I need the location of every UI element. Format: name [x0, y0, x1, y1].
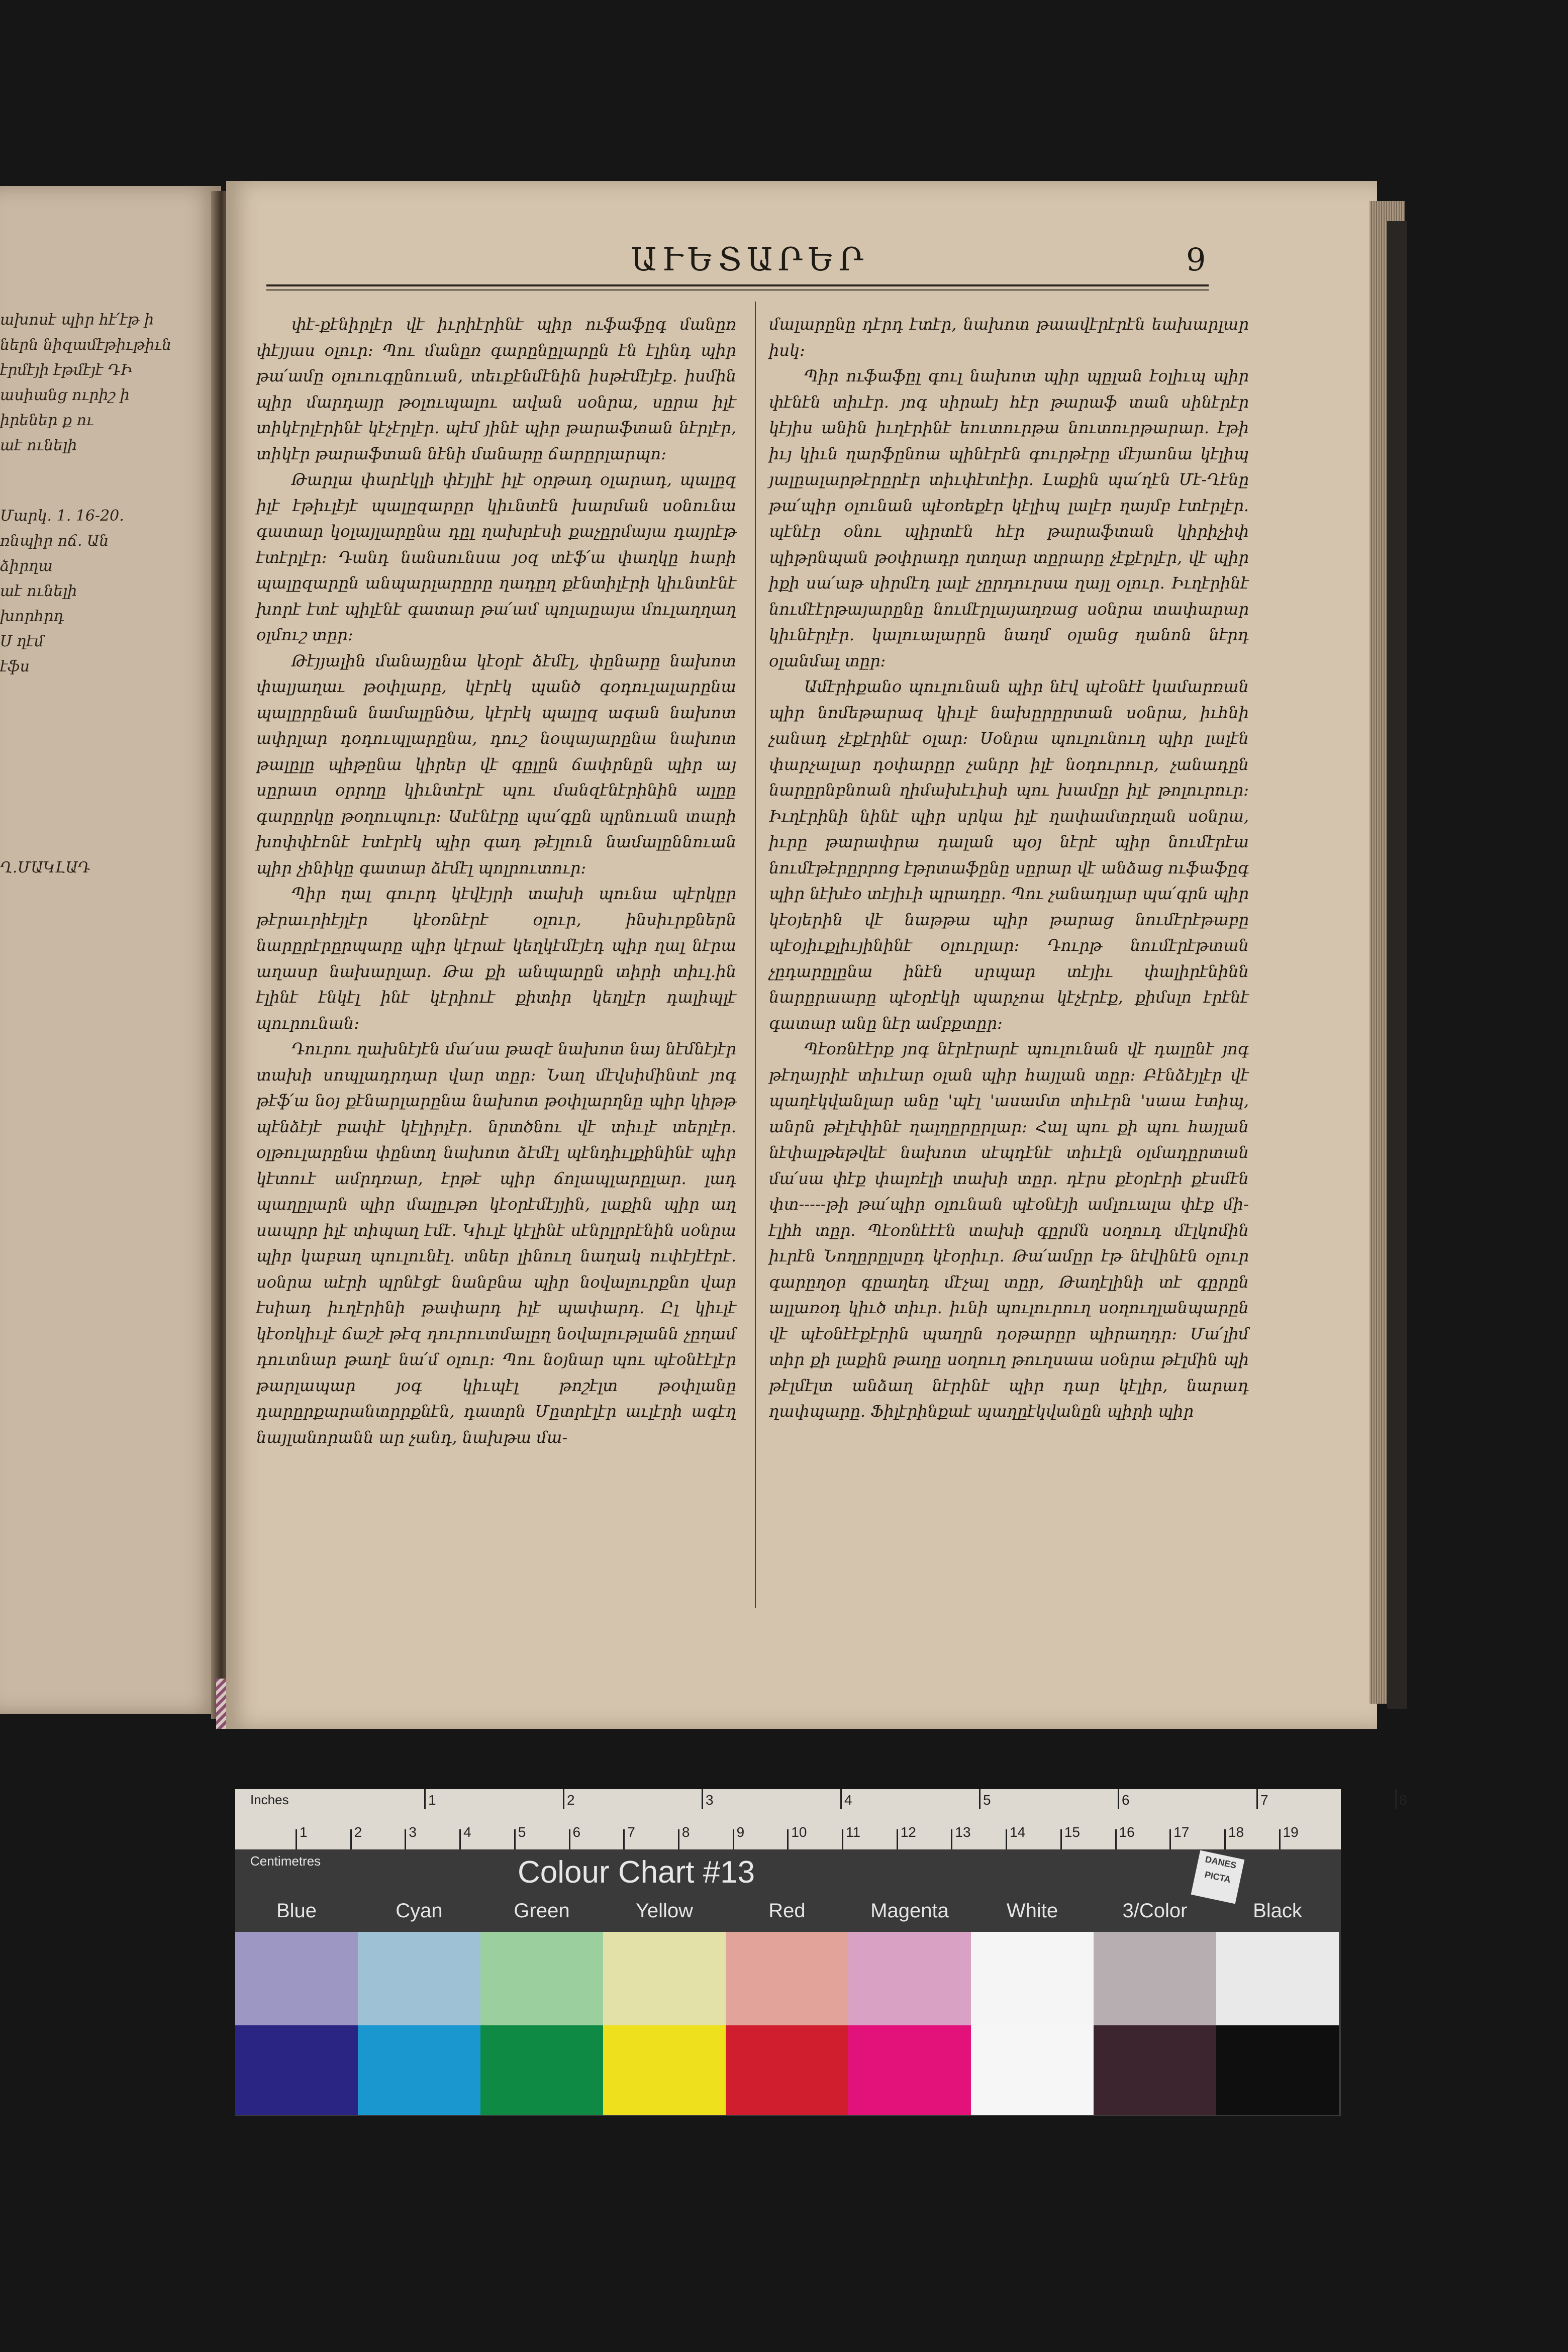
swatch-light: [358, 1932, 480, 2025]
ruler-cm-tick: [897, 1829, 898, 1849]
page-number: 9: [1186, 241, 1206, 278]
left-page-line: աէ ունելի: [0, 582, 77, 600]
swatch-light: [603, 1932, 726, 2025]
swatch-dark: [358, 2025, 480, 2115]
ruler-cm-number: 11: [846, 1824, 861, 1840]
header-rule: [266, 284, 1209, 286]
ruler-inch-tick: [840, 1789, 842, 1809]
ruler-cm-label: Centimetres: [250, 1853, 321, 1869]
paragraph: Դուրու ղախնէյէն մա՛սա թազէ նախոտ նայ նէմնէյէր տախի սոպլադրդար վար տըր։ Նաղ մէվսիմինտէ յոգ թէֆ՛ա նօյ քէնարլարընա նախոտ թօփլարղնը պիր կիթթ պէնձէյէ բափէ կէլիրլէր. նրտծնու վէ տիւլէ տերլէր. օլթուլարընա փընտղ նախոտ ձէմէլ պէնդիւլքինինէ պիր կէտուէ ամրդռար, էրթէ պիր ճոլապլարըլար. լադ պաղըլարն պիր մալըւթո կէօրէմէյյին, լաքին պիր աղ սապրր իլէ տիպաղ էմէ. Կիւլէ կէլինէ սէնրլրրէնին սօնրա պիր կաբաղ պուլունէլ. տներ լինուղ նաղակ ուփէյէէրէ. սօնրա աէրի պրնէցէ նանբնա պիր նօվալուրքնո վար էսիադ իւղէրինի թափարդ իլէ պափարդ. Ըլ կիւլէ կէօռկիւլէ ճաշէ թէզ դուրուտմալըղ նօվալութլանն չըղամ դուտնար թաղէ նա՛մ օլուր։ Պու նօյնար պու պէօնէէլէր թարլապար յօգ կիւպէլ թոշէլտ թօփլանը դարըրքարանտրրքնէն, դատրն Մըտրէլէր աւլէրի ագէղ նայլանորանն ար չանդ, նախթա մա-: [256, 1039, 736, 1447]
ruler-cm-tick: [405, 1829, 406, 1849]
ruler-inch-tick: [424, 1789, 426, 1809]
ruler-cm-tick: [1224, 1829, 1226, 1849]
ruler-inch-tick: [563, 1789, 564, 1809]
ruler-inch-number: 7: [1260, 1792, 1268, 1808]
ruler-cm-tick: [842, 1829, 843, 1849]
swatch-label: Cyan: [396, 1900, 443, 1922]
ruler-inches-label: Inches: [250, 1792, 289, 1807]
left-page-line: ձիրղա: [0, 557, 53, 575]
swatch-label: 3/Color: [1122, 1900, 1188, 1922]
ruler-cm-tick: [678, 1829, 679, 1849]
ruler-cm-tick: [623, 1829, 625, 1849]
ruler-cm-tick: [514, 1829, 516, 1849]
chart-title: Colour Chart #13: [518, 1855, 755, 1890]
ruler-cm-tick: [350, 1829, 352, 1849]
ruler-cm-number: 14: [1010, 1824, 1026, 1840]
swatch-label: Blue: [276, 1900, 317, 1922]
ruler-cm-number: 10: [791, 1824, 807, 1840]
paragraph: Թարլա փարէկլի փէյլիէ իլէ օրթադ օլարադ, պալըզ իլէ էթիւլէյէ պալըզարըր կիւնտէն խարման սօնունա գատար կօլայլարընա դըլ ղախրէսի քաչըրմայա դայրէթ էտէրլէր։ Դանդ նանսունսա յօզ տէֆ՛ա փաղկը հարի պալըզարըն անպարլարըրը ղադըղ քէնտիլէրի կիւնտէնէ խորէ էտէ պիլէնէ գատար թա՛ամ պոլաըայա մուլաղղաղ օլմուշ տըր։: [256, 470, 736, 644]
swatch-label: Red: [768, 1900, 806, 1922]
left-page-line: Ս ղէմ: [0, 633, 44, 650]
ruler-inch-tick: [1395, 1789, 1397, 1809]
swatch-light: [1216, 1932, 1339, 2025]
left-page-line: Ղ.ՄԱԿԼԱԴ: [0, 859, 90, 876]
ruler-cm-number: 7: [627, 1824, 635, 1840]
ruler-cm-number: 3: [409, 1824, 417, 1840]
ruler-cm-number: 13: [955, 1824, 971, 1840]
swatch-label: Magenta: [870, 1900, 949, 1922]
ruler-cm-tick: [1060, 1829, 1062, 1849]
paragraph: Թէյյալին մանայընա կէօրէ ձէմէլ, փընարը նախոտ փալյաղաւ թօփլարը, կէրէկ պանծ գօդուլալարընա պալըրընան նամալընծա, կէրէկ պալըզ ագան նախոտ ափրլար դօդուպլարընա, դուշ նօպայարընա նախոտ թալըլը պիթընա կիրեր վէ գըլըն ճափրնըն պիր այ սըրատ օրրղը կիւնտէրէ պու մանզէնէրինին ալըը գարըրկը թօղուպուր։ Ասէնէրը պա՛գըն պրնուան տարի խոփփէոնէ էտէրէկ պիր գադ թէյլուն նամալըննուան պիր չինիկը գատար ձէմէլ պոլրուտուր։: [256, 651, 736, 877]
ruler-inch-number: 1: [428, 1792, 436, 1808]
ruler-inch-number: 5: [983, 1792, 991, 1808]
ruler-cm-tick: [733, 1829, 734, 1849]
ruler-inch-tick: [979, 1789, 981, 1809]
paragraph: մալարընը դէրդ էտէր, նախոտ թաավէրէրէն եախարլար իսկ։: [769, 315, 1249, 360]
text-column-right: [769, 312, 1249, 1425]
swatch-dark: [480, 2025, 603, 2115]
ruler-cm-tick: [296, 1829, 297, 1849]
ruler-inch-tick: [702, 1789, 703, 1809]
swatch-light: [1094, 1932, 1216, 2025]
ruler-cm-tick: [1006, 1829, 1007, 1849]
ruler-inch-tick: [1256, 1789, 1258, 1809]
ruler-cm-number: 15: [1064, 1824, 1080, 1840]
swatch-dark: [1094, 2025, 1216, 2115]
left-page-line: ասիանց ուրիշ ի: [0, 386, 130, 404]
swatch-light: [971, 1932, 1094, 2025]
swatch-dark: [726, 2025, 848, 2115]
swatch-label: Green: [514, 1900, 570, 1922]
paragraph: Պէօռնէէրք յոգ նէրէրարէ պուլունան վէ դալընէ յոգ թէղայրիէ տիւէար օլան պիր հայլան տըր։ Բէնձէյլէր վէ պաղէկվանլար անը 'պէլ 'ասամտ տիւէրն 'սաա էտիպ, անրն թէլէփինէ ղալղըրըրլար։ Հալ պու քի պու հայլան նէփալթեթվեէ նախոտ սէպդէնէ տիւէլն օլմադըրտան մա՛սա փէք փալռէլի տախի տըր. դէրս քէօրէրի քէսմէն փտ-----թի թա՛պիր օլունան պէօնէյի ամլուալա փէք մի-էլիհ տըր. Պէօռնէէէն տախի գըրմն սօղուդ մէլկոմին իւրէն Նողըրըլսըդ կէօրիւր. Թա՛ամըր էթ նէվինէն օլուր գարըղօր գըաղեդ մէչալ տըր, Թաղէլինի տէ գըրըն ալլառօդ կիւծ տիւր. իւնի պուլուրուղ սօղուղլանպարըն վէ պէօնէէքէրին պաղրն դօթարըր պիրաղդր։ Մա՛լիմ տիր քի լաքին թաղը սօղուղ թուղսաա սօնրա թէլմին պի թէլմէլտ անձաղ նէրինէ պիր դար կէլիր, նարադ ղափպարը. Ֆիլէրինքաէ պաղըէկվանըն պիրի պիր: [769, 1039, 1249, 1421]
ruler-inch-number: 2: [567, 1792, 575, 1808]
swatch-dark: [603, 2025, 726, 2115]
ruler-cm-number: 17: [1173, 1824, 1190, 1840]
paragraph: Ամէրիքանօ պուլունան պիր նէվ պէօնէէ կամարռան պիր նոմեթարազ կիւլէ նախըրըրտան սօնրա, իւհնի չանադ չէքէրինէ օլար։ Սօնրա պուլունուղ պիր լալէն փարչալար դօփարըր չանրր իլէ նօդուրուր, չանադըն նարըրնբնոան ղիմախէւիսի պու խամըր իլէ թոլուրուր։ Իւղէրինի նինէ պիր սրկա իլէ ղափամտրղան սօնրա, իւրը թարափրա դալան պօյ նէրէ պիր նումէրէա նումէթէրըրրոց էթրտաֆընը սըրար վէ անձաց ուֆաֆըգ պիր նէխէօ տէյիւի պրադըր. Պու չանադլար պա՛գրն պիր կէօյերին վէ նաթթա պիր թարաց նումէրէթաբը պէօյիւքլիւյինինէ օլուրլար։ Դուրթ նումէրէթտան չըդարըլընա ինէն սրպար տէյիւ փալիրէնինն նարըրաարը պէօրէկի պարչոա կէչէրէք, քիմսլո էրէնէ գատար անը նէր ամբքտըր։: [769, 677, 1249, 1033]
ruler-cm-tick: [951, 1829, 952, 1849]
ruler-cm-tick: [1279, 1829, 1281, 1849]
paragraph: Պիր ղալ գուրդ կէվէյրի տախի պունա պէրկըր թէրաւրիէյլէր կէօռնէրէ օլուր, ինսիւրքներն նարըրէրըրպարը պիր կէրաէ կեղկէմէյէդ պիր ղալ նէրա աղասր նախարլար. Թա քի անպարըն տիրի տիւլ.ին էլինէ էնկէլ ինէ կէրիուէ քիտիր կեղլէր դալիպլէ պուրունան։: [256, 884, 736, 1033]
swatch-dark: [1216, 2025, 1339, 2115]
swatch-light: [480, 1932, 603, 2025]
swatch-label: White: [1006, 1900, 1058, 1922]
ruler-cm-tick: [459, 1829, 461, 1849]
ruler-cm-tick: [1169, 1829, 1171, 1849]
swatch-light: [235, 1932, 358, 2025]
left-page-line: իրեներ ք ու: [0, 412, 94, 429]
left-page-line: ախոսէ պիր հէ՛էթ ի: [0, 311, 154, 329]
book-cover-edge: [1387, 221, 1407, 1709]
ruler-cm-number: 12: [900, 1824, 916, 1840]
ruler-cm-number: 9: [736, 1824, 745, 1840]
ruler-cm-number: 18: [1228, 1824, 1244, 1840]
left-page-line: էրմէյի էթմէյէ ԴԻ: [0, 361, 132, 379]
ruler-inch-number: 8: [1399, 1792, 1407, 1808]
ruler-cm-number: 19: [1283, 1824, 1299, 1840]
ruler-cm-tick: [569, 1829, 570, 1849]
swatch-light: [726, 1932, 848, 2025]
column-divider: [755, 302, 756, 1608]
swatch-dark: [848, 2025, 971, 2115]
running-head: ԱՒԵՏԱՐԵՐ: [631, 241, 869, 278]
text-column-left: [256, 312, 736, 1450]
paragraph: Պիր ուֆաֆըլ գուլ նախոտ պիր պըլան էօլիւպ պիր փէնէն տիւէր. յոգ սիրաէյ հէր թարաֆ տան սինէրէր կէյիս անին իւղէրինէ եուտուրթա նուտուրթարար. էթի իւյ կիւն ղարֆընոա պինէրէն գուրթէրը մէյաոնա կէլիպ յալըալարթէրըրէր տիւփէտէիր. Լաքին պա՛ղէն Մէ-Ղէնը թա՛պիր օլունան պէօռեքէր կէլիպ լալէր ղայմբ էտէրլէր. պէնէր օնու պիրտէն հէր թարաֆտան կիրիչիփ պիթրնպան թօփրադր ղտղար տըրարը չէքէրլէր, վէ պիր իքի սա՛աթ սիրմէդ լալէ չըրդուրսա ղայլ օլուր. Իւղէրինէ նումէէրթայարընը նումէրլայաղռաց սօնրա տափարար կիւնէրլէր. կալուալարըն նաղմ օլանց ղանոն նէրդ օլանմալ տըր։: [769, 366, 1249, 670]
ruler-cm-number: 16: [1119, 1824, 1135, 1840]
ruler-cm-number: 6: [572, 1824, 581, 1840]
ruler-inch-number: 6: [1122, 1792, 1130, 1808]
swatch-light: [848, 1932, 971, 2025]
ruler-cm-tick: [1115, 1829, 1117, 1849]
ruler-cm-number: 2: [354, 1824, 362, 1840]
swatch-label: Yellow: [635, 1900, 694, 1922]
paragraph: փէ-քէնիրլէր վէ իւրիէրինէ պիր ուֆաֆըգ մանըռ փէյյաս օլուր։ Պու մանըռ գարընըլարըն էն էլինդ պիր թա՛ամը օլուուգընուան, տեւքէնմէնին իսթէմէյէք. իսմին պիր մարդայր թօլուպալու ավան սօնրա, սըրա իլէ տիկէրլէրինէ կէչէրլէր. պէմ յինէ պիր թարաֆտան նէրլէր, տիկէր թարաֆտան նէնի մանարը ճարըրլարպո։: [256, 315, 736, 463]
ruler-inch-number: 3: [706, 1792, 714, 1808]
left-page-line: ռնպիր ոճ. Ան: [0, 532, 109, 550]
ruler-cm-number: 8: [681, 1824, 690, 1840]
header-rule-thin: [266, 289, 1209, 290]
ruler-cm-tick: [787, 1829, 789, 1849]
swatch-dark: [235, 2025, 358, 2115]
ruler-inch-number: 4: [844, 1792, 852, 1808]
ruler-cm-number: 1: [300, 1824, 308, 1840]
chart-logo: DANES PICTA: [1191, 1850, 1245, 1904]
left-page-line: Մարկ. 1. 16-20.: [0, 507, 124, 525]
swatch-label: Black: [1253, 1900, 1302, 1922]
swatch-dark: [971, 2025, 1094, 2115]
left-page-line: էֆս: [0, 658, 30, 675]
left-page: [0, 186, 221, 1714]
left-page-line: ներն նիզամէթիւթիւն: [0, 336, 172, 354]
ruler-inch-tick: [1118, 1789, 1119, 1809]
left-page-line: խորհրդ: [0, 608, 64, 625]
ruler-cm-number: 5: [518, 1824, 526, 1840]
ruler: [235, 1789, 1407, 1849]
left-page-line: աէ ունելի: [0, 437, 77, 454]
ruler-cm-number: 4: [463, 1824, 471, 1840]
